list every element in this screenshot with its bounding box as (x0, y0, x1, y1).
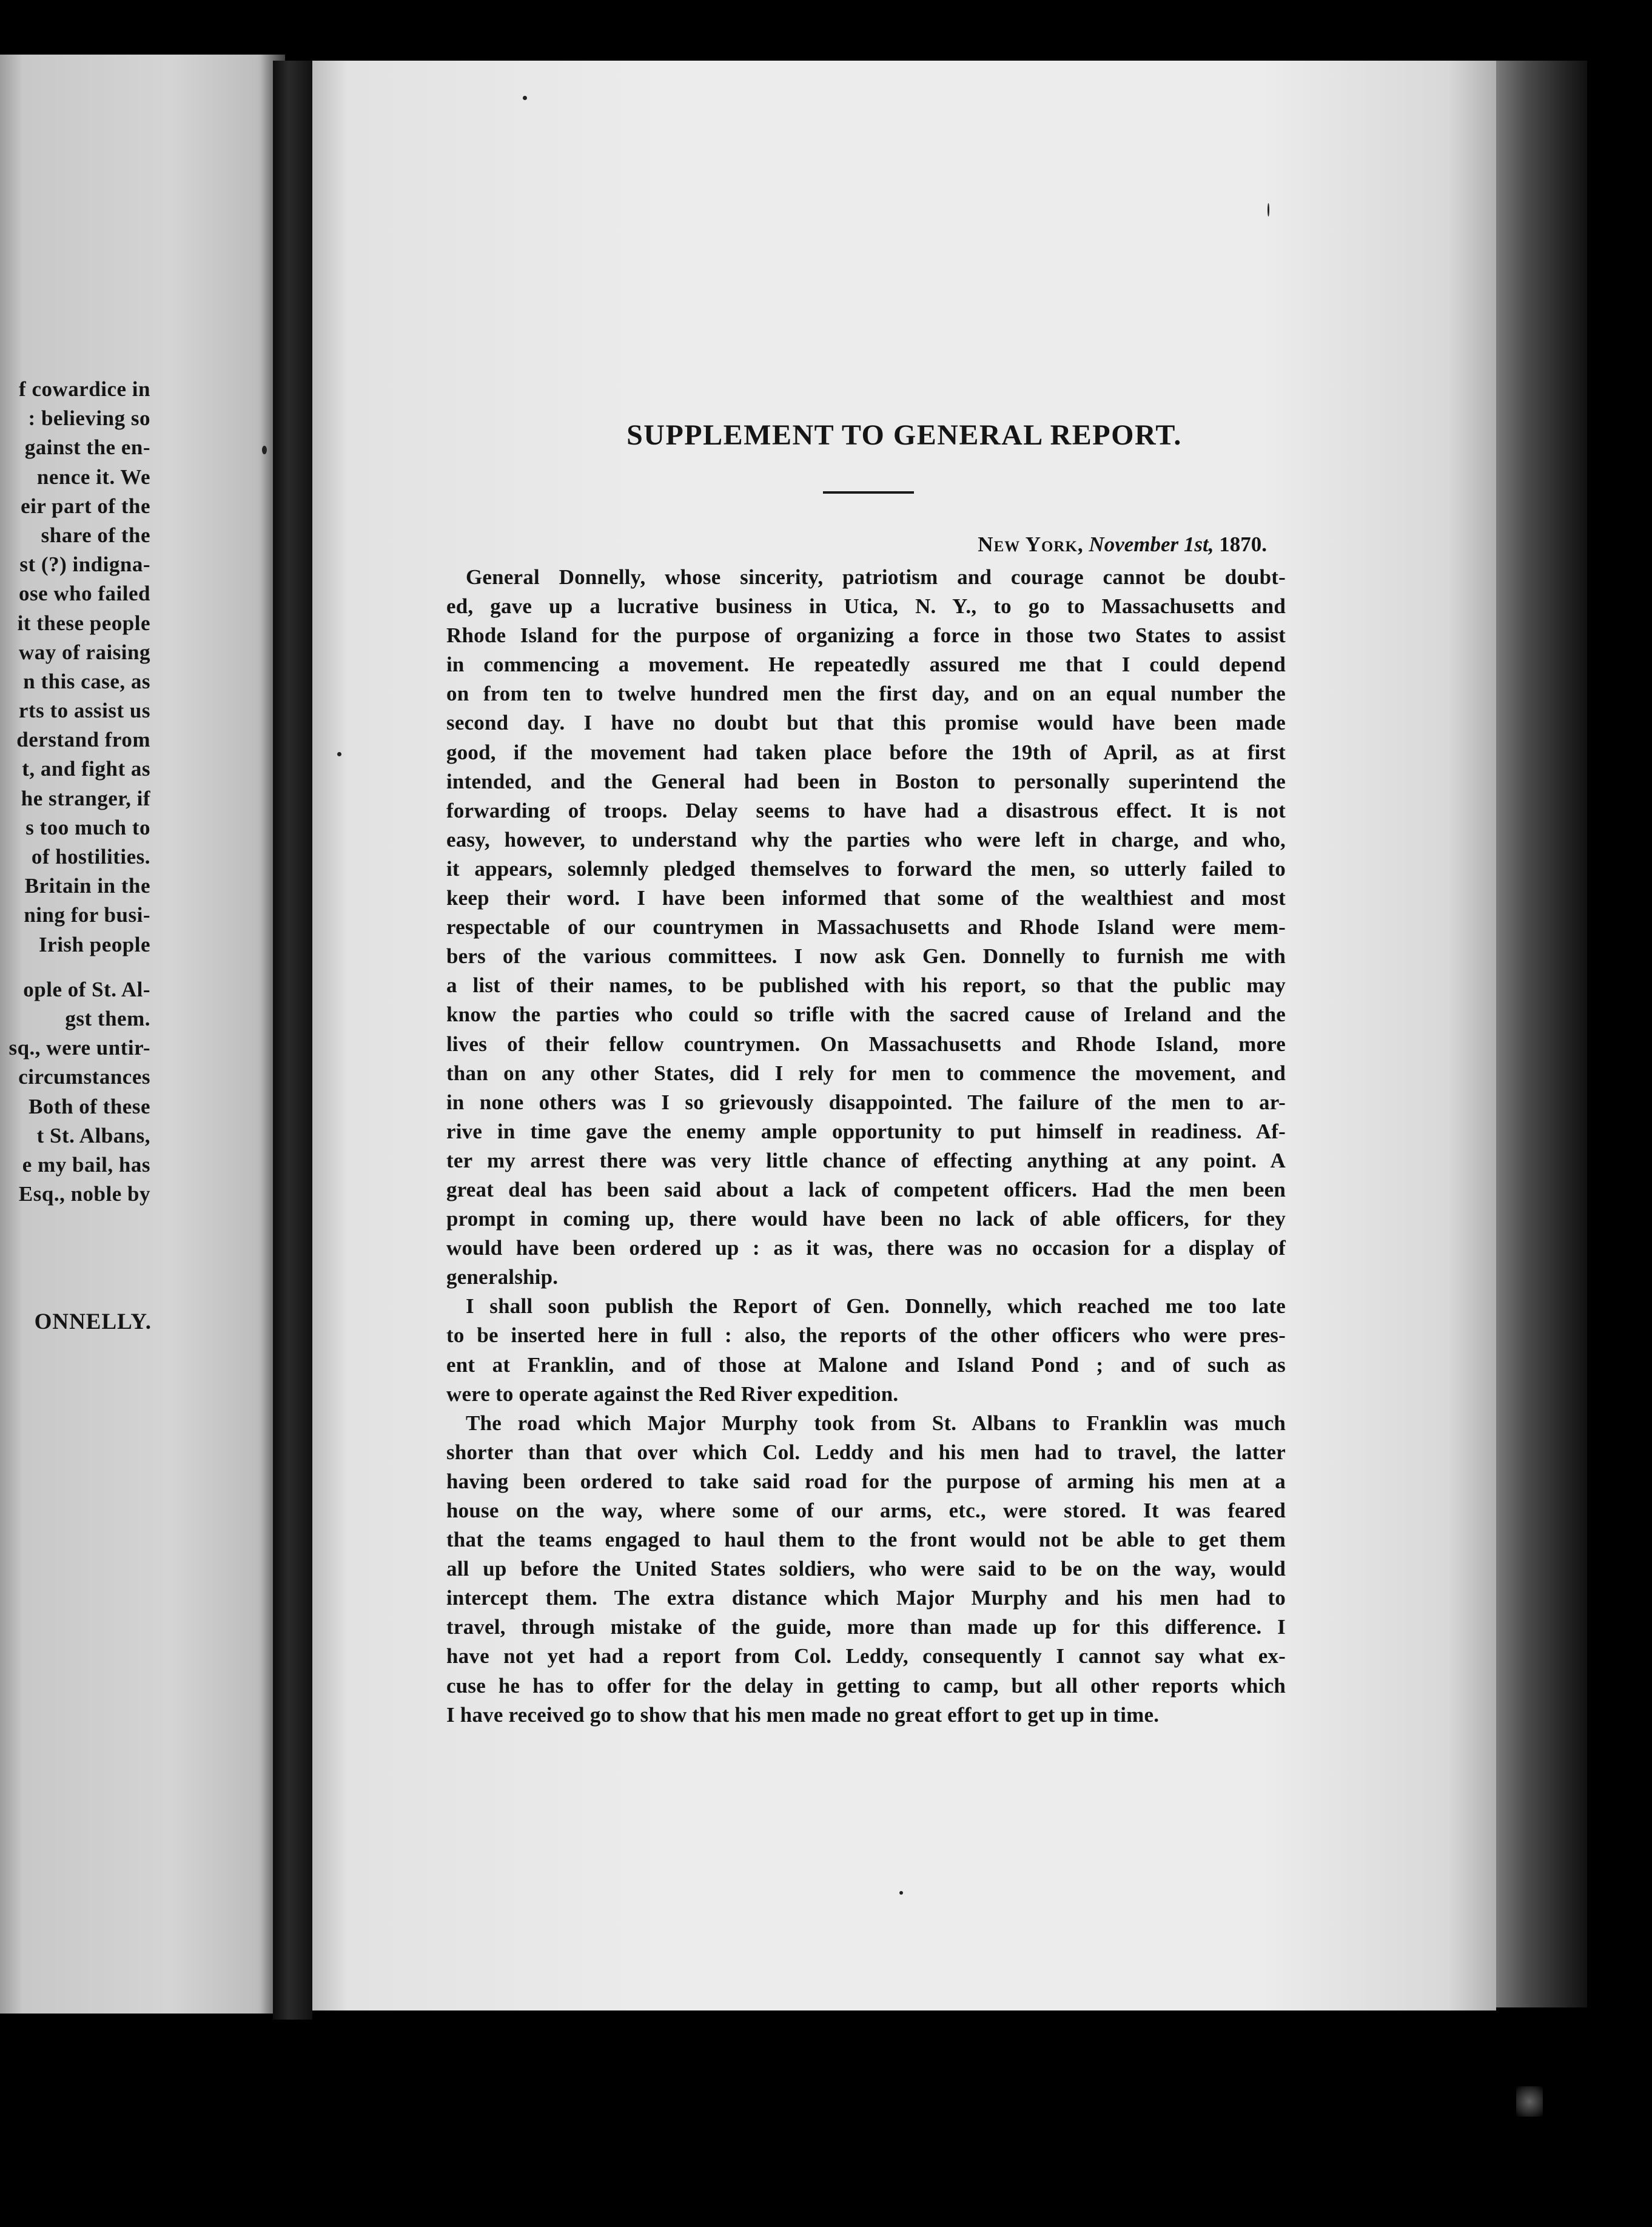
text-line: good, if the movement had taken place before the 19th of April, as at first (446, 740, 1286, 764)
text-line: generalship. (446, 1265, 559, 1289)
text-line: shorter than that over which Col. Leddy and his men had to travel, the latter (446, 1440, 1286, 1464)
dateline-year: 1870. (1219, 532, 1267, 556)
left-page-line: s too much to (25, 815, 150, 839)
text-line: I shall soon publish the Report of Gen. Donnelly, which reached me too late (466, 1294, 1286, 1318)
left-page-text (0, 375, 150, 1209)
text-line: have not yet had a report from Col. Leddy, consequently I cannot say what ex- (446, 1644, 1286, 1668)
text-line: to be inserted here in full : also, the reports of the other officers who were pres- (446, 1323, 1286, 1348)
dateline-date: November 1st, (1089, 532, 1214, 556)
text-line: forwarding of troops. Delay seems to have had a disastrous effect. It is not (446, 798, 1286, 822)
left-page-line: ning for busi- (24, 903, 150, 927)
left-page-line: derstand from (16, 728, 150, 752)
text-line: keep their word. I have been informed that some of the wealthiest and most (446, 886, 1286, 910)
text-line: ent at Franklin, and of those at Malone and Island Pond ; and of such as (446, 1352, 1286, 1377)
left-page-line: sq., were untir- (8, 1036, 150, 1060)
left-page-line: way of raising (19, 640, 150, 664)
text-line: all up before the United States soldiers, who were said to be on the way, would (446, 1557, 1286, 1581)
left-page-line: circumstances (18, 1065, 150, 1089)
text-line: cuse he has to offer for the delay in getting to camp, but all other reports which (446, 1673, 1286, 1698)
title-rule (823, 491, 914, 494)
dateline (978, 532, 1267, 557)
text-line: in none others was I so grievously disappointed. The failure of the men to ar- (446, 1090, 1286, 1114)
paragraph (446, 563, 1286, 1292)
page-title: SUPPLEMENT TO GENERAL REPORT. (626, 419, 1182, 451)
text-line: in commencing a movement. He repeatedly assured me that I could depend (446, 653, 1286, 677)
text-line: easy, however, to understand why the parties who were left in charge, and who, (446, 827, 1286, 852)
left-page-line: share of the (41, 523, 150, 547)
left-page-line: f cowardice in (19, 377, 150, 401)
left-page-line: it these people (17, 611, 150, 635)
text-line: bers of the various committees. I now ask Gen. Donnelly to furnish me with (446, 944, 1286, 969)
text-line: it appears, solemnly pledged themselves to forward the men, so utterly failed to (446, 856, 1286, 881)
text-line: know the parties who could so trifle with the sacred cause of Ireland and the (446, 1003, 1286, 1027)
left-page-line: Esq., noble by (18, 1182, 150, 1206)
page-edge-shadow (1496, 61, 1587, 2007)
left-page-line: t, and fight as (22, 757, 150, 781)
text-line: travel, through mistake of the guide, more than made up for this difference. I (446, 1615, 1286, 1639)
text-line: The road which Major Murphy took from St. Albans to Franklin was much (466, 1411, 1286, 1435)
text-line: on from ten to twelve hundred men the first day, and on an equal number the (446, 682, 1286, 706)
left-page-line: gainst the en- (24, 435, 150, 460)
text-line: lives of their fellow countrymen. On Massachusetts and Rhode Island, more (446, 1032, 1286, 1056)
left-page-signature: ONNELLY. (34, 1309, 152, 1334)
left-page-line: ople of St. Al- (23, 977, 150, 1001)
text-line: a list of their names, to be published with his report, so that the public may (446, 973, 1286, 998)
left-page-line: n this case, as (23, 669, 150, 693)
text-line: than on any other States, did I rely for men to commence the movement, and (446, 1061, 1286, 1085)
left-page-line: nence it. We (36, 465, 150, 489)
left-page-line: rts to assist us (18, 699, 150, 723)
body-text (446, 563, 1286, 1730)
dateline-place: New York, (978, 532, 1084, 556)
left-page-line: he stranger, if (21, 786, 150, 810)
text-line: prompt in coming up, there would have been no lack of able officers, for they (446, 1207, 1286, 1231)
text-line: great deal has been said about a lack of competent officers. Had the men been (446, 1177, 1286, 1201)
left-page-line: ose who failed (19, 582, 150, 606)
text-line: General Donnelly, whose sincerity, patriotism and courage cannot be doubt- (466, 565, 1286, 589)
text-line: ter my arrest there was very little chance of effecting anything at any point. A (446, 1148, 1286, 1172)
left-page (0, 55, 285, 2014)
text-line: house on the way, where some of our arms, etc., were stored. It was feared (446, 1499, 1286, 1522)
text-line: ed, gave up a lucrative business in Utica, N. Y., to go to Massachusetts and (446, 594, 1286, 619)
paragraph (446, 1409, 1286, 1730)
text-line: intercept them. The extra distance which Major Murphy and his men had to (446, 1586, 1286, 1610)
left-page-line: Britain in the (24, 874, 150, 898)
book-gutter (273, 61, 312, 2020)
left-page-line: t St. Albans, (36, 1123, 150, 1147)
paragraph (446, 1292, 1286, 1408)
left-page-line: gst them. (65, 1006, 150, 1030)
text-line: respectable of our countrymen in Massachusetts and Rhode Island were mem- (446, 915, 1286, 939)
left-page-line (0, 959, 150, 975)
left-page-line: st (?) indigna- (19, 553, 150, 577)
text-line: having been ordered to take said road for the purpose of arming his men at a (446, 1469, 1286, 1493)
left-page-line: Both of these (29, 1094, 150, 1118)
text-line: would have been ordered up : as it was, there was no occasion for a display of (446, 1236, 1286, 1260)
text-line: rive in time gave the enemy ample opportunity to put himself in readiness. Af- (446, 1119, 1286, 1143)
left-page-line: eir part of the (21, 494, 150, 518)
text-line: that the teams engaged to haul them to the front would not be able to get them (446, 1528, 1286, 1552)
left-page-line: Irish people (39, 932, 150, 956)
left-page-line: : believing so (28, 406, 150, 431)
corner-scuff (1516, 2086, 1543, 2117)
left-page-line: e my bail, has (22, 1152, 150, 1177)
left-page-line: of hostilities. (31, 845, 150, 868)
text-line: intended, and the General had been in Boston to personally superintend the (446, 769, 1286, 793)
text-line: were to operate against the Red River expedition. (446, 1382, 899, 1406)
text-line: Rhode Island for the purpose of organizing a force in those two States to assist (446, 623, 1286, 648)
text-line: I have received go to show that his men made no great effort to get up in time. (446, 1702, 1160, 1727)
text-line: second day. I have no doubt but that this promise would have been made (446, 711, 1286, 735)
